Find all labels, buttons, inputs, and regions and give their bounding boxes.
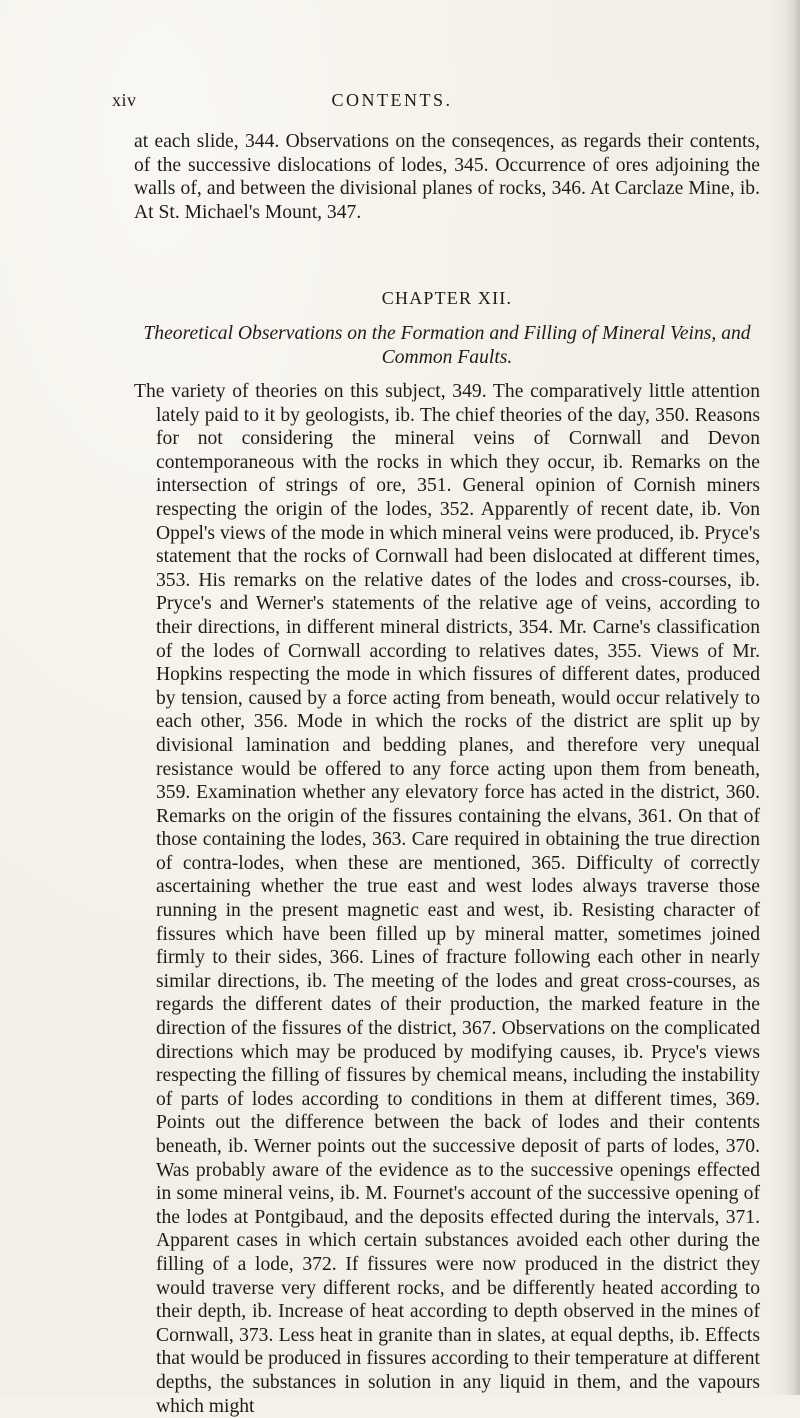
chapter-summary-paragraph: The variety of theories on this subject, 349. The comparatively little attention lately paid to it by geologists, ib. The chief theories of the day, 350. Reasons for not considering the mineral veins of Cornwall and Devon contemporaneous with the rocks in which they occur, ib. Remarks on the intersection of strings of ore, 351. General opinion of Cornish miners respecting the origin of the lodes, 352. Apparently of recent date, ib. Von Oppel's views of the mode in which mineral veins were produced, ib. Pryce's statement that the rocks of Cornwall had been dislocated at different times, 353. His remarks on the relative dates of the lodes and cross-courses, ib. Pryce's and Werner's statements of the relative age of veins, according to their directions, in different mineral districts, 354. Mr. Carne's classification of the lodes of Cornwall according to relatives dates, 355. Views of Mr. Hopkins respecting the mode in which fissures of different dates, produced by tension, caused by a force acting from beneath, would occur relatively to each other, 356. Mode in which the rocks of the district are split up by divisional lamination and bedding planes, and therefore very unequal resistance would be offered to any force acting upon them from beneath, 359. Examination whether any elevatory force has acted in the district, 360. Remarks on the origin of the fissures containing the elvans, 361. On that of those containing the lodes, 363. Care required in obtaining the true direction of contra-lodes, when these are mentioned, 365. Difficulty of correctly ascertaining whether the true east and west lodes always traverse those running in the present magnetic east and west, ib. Resisting character of fissures which have been filled up by mineral matter, sometimes joined firmly to their sides, 366. Lines of fracture following each other in nearly similar directions, ib. The meeting of the lodes and great cross-courses, as regards the different dates of their production, the marked feature in the direction of the fissures of the district, 367. Observations on the complicated directions which may be produced by modifying causes, ib. Pryce's views respecting the filling of fissures by chemical means, including the instability of parts of lodes according to conditions in them at different times, 369. Points out the difference between the back of lodes and their contents beneath, ib. Werner points out the successive deposit of parts of lodes, 370. Was probably aware of the evidence as to the successive openings effected in some mineral veins, ib. M. Fournet's account of the successive opening of the lodes at Pontgibaud, and the deposits effected during the intervals, 371. Apparent cases in which certain substances avoided each other during the filling of a lode, 372. If fissures were now produced in the district they would traverse very different rocks, and be differently heated according to their depth, ib. Increase of heat according to depth observed in the mines of Cornwall, 373. Less heat in granite than in slates, at equal depths, ib. Effects that would be produced in fissures according to their temperature at different depths, the substances in solution in any liquid in them, and the vapours which might bbox=[134, 381, 760, 1417]
page-number: xiv bbox=[112, 90, 137, 110]
page-edge-shadow bbox=[786, 0, 800, 1395]
chapter-subtitle: Theoretical Observations on the Formation and Filling of Mineral Veins, and Common Faults. bbox=[143, 323, 751, 368]
chapter-heading: CHAPTER XII. bbox=[381, 288, 513, 308]
continuation-paragraph: at each slide, 344. Observations on the conseqences, as regards their contents, of the successive dislocations of lodes, 345. Occurrence of ores adjoining the walls of, and between the divisional planes of rocks, 346. At Carclaze Mine, ib. At St. Michael's Mount, 347. bbox=[134, 131, 760, 223]
running-head bbox=[112, 90, 672, 120]
running-title: CONTENTS. bbox=[331, 90, 453, 110]
